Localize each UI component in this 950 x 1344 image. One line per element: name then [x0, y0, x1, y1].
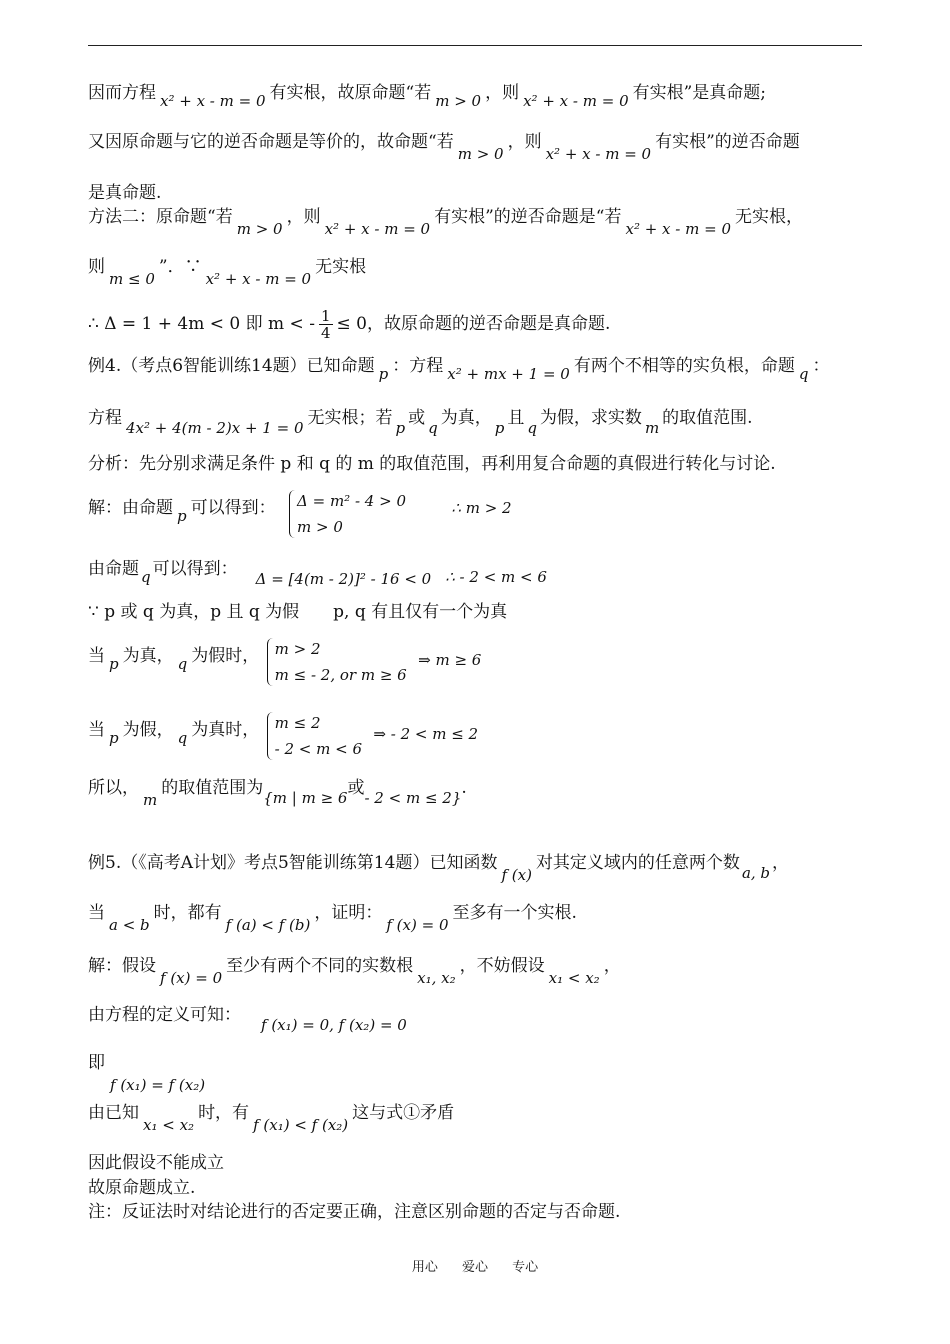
- text-line: 所以，m的取值范围为{m | m ≥ 6或- 2 < m ≤ 2}.: [88, 778, 467, 809]
- text-line: 例5.（《高考A计划》考点5智能训练第14题）已知函数f (x)对其定义域内的任意两个数 a, b ，: [88, 853, 790, 884]
- text-line: 注：反证法时对结论进行的否定要正确，注意区别命题的否定与否命题.: [88, 1202, 621, 1222]
- case-brace: m > 2 m ≤ - 2, or m ≥ 6: [265, 636, 407, 688]
- text-line: 例4.（考点6智能训练14题）已知命题 p ：方程 x² + mx + 1 = 0 有两个不相等的实负根，命题 q ：: [88, 356, 830, 383]
- case-brace: m ≤ 2 - 2 < m < 6: [265, 710, 362, 762]
- text-line: 因而方程 x² + x - m = 0 有实根，故原命题“若 m > 0 ，则 x² + x - m = 0 有实根”是真命题;: [88, 83, 767, 110]
- text-line: 故原命题成立.: [88, 1178, 196, 1198]
- text-line: 解：假设f (x) = 0至少有两个不同的实数根x₁, x₂，不妨假设x₁ < x₂，: [88, 956, 621, 987]
- fraction: $\frac{1}{4}$: [320, 307, 331, 342]
- text-line: 由命题 q 可以得到： Δ = [4(m - 2)]² - 16 < 0 ∴ - 2 < m < 6: [88, 559, 547, 588]
- text-line: 当 p 为假， q 为真时， m ≤ 2 - 2 < m < 6 ⇒ - 2 < m ≤ 2: [88, 710, 478, 766]
- text-line: 当 p 为真， q 为假时， m > 2 m ≤ - 2, or m ≥ 6 ⇒ m ≥ 6: [88, 636, 481, 692]
- page-footer: [0, 1256, 950, 1275]
- footer-text: 专心: [512, 1260, 539, 1275]
- text-line: ∴ Δ = 1 + 4m < 0 即 m < - $\frac{1}{4}$ ≤ 0，故原命题的逆否命题是真命题.: [88, 307, 611, 342]
- text-line: 方法二：原命题“若m > 0，则x² + x - m = 0有实根”的逆否命题是“若x² + x - m = 0无实根，: [88, 207, 803, 238]
- case-brace: Δ = m² - 4 > 0 m > 0: [287, 488, 406, 540]
- text-line: 当a < b时，都有f (a) < f (b)，证明：f (x) = 0至多有一个实根.: [88, 903, 577, 934]
- text-line: 即 f (x₁) = f (x₂): [88, 1053, 206, 1094]
- text-line: 是真命题.: [88, 183, 162, 203]
- text-line: ∵ p 或 q 为真，p 且 q 为假 p, q 有且仅有一个为真: [88, 602, 508, 622]
- text-line: 分析：先分别求满足条件 p 和 q 的 m 的取值范围，再利用复合命题的真假进行转化与讨论.: [88, 454, 776, 474]
- text-line: 因此假设不能成立: [88, 1153, 224, 1173]
- footer-text: 用心: [411, 1260, 438, 1275]
- text-line: 方程 4x² + 4(m - 2)x + 1 = 0 无实根；若 p 或 q 为真， p 且 q 为假，求实数 m 的取值范围.: [88, 408, 753, 437]
- text-line: 解：由命题 p 可以得到： Δ = m² - 4 > 0 m > 0 ∴ m > 2: [88, 488, 512, 544]
- footer-text: 爱心: [461, 1260, 488, 1275]
- text-line: 由方程的定义可知： f (x₁) = 0, f (x₂) = 0: [88, 1005, 407, 1034]
- header-rule: [88, 45, 862, 46]
- text-line: 则m ≤ 0”．∵x² + x - m = 0无实根: [88, 257, 367, 288]
- text-line: 又因原命题与它的逆否命题是等价的，故命题“若m > 0，则x² + x - m = 0有实根”的逆否命题: [88, 132, 800, 163]
- text-line: 由已知x₁ < x₂时，有f (x₁) < f (x₂)这与式①矛盾: [88, 1103, 455, 1134]
